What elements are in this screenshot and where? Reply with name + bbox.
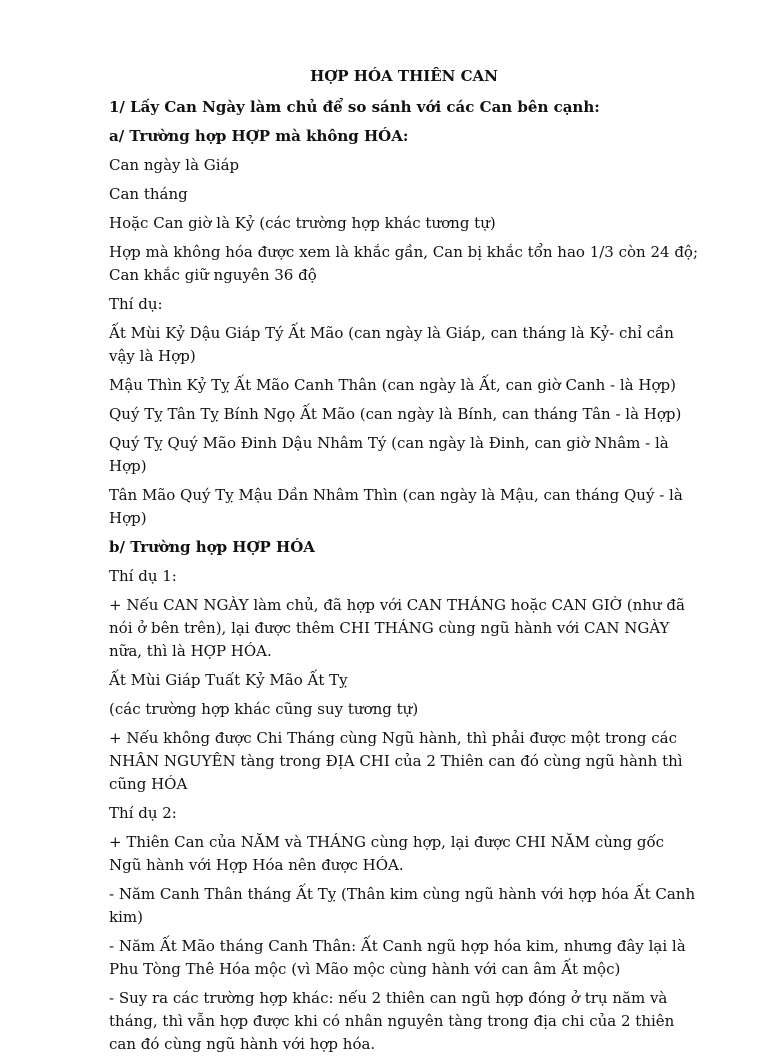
paragraph: Mậu Thìn Kỷ Tỵ Ất Mão Canh Thân (can ngày là Ất, can giờ Canh - là Hợp)	[109, 376, 676, 394]
paragraph: Thí dụ:	[109, 295, 163, 313]
paragraph: - Năm Ất Mão tháng Canh Thân: Ất Canh ngũ hợp hóa kim, nhưng đây lại là Phu Tòng Thê Hóa mộc (vì Mão mộc cùng hành với can âm Ất mộc)	[109, 937, 686, 978]
paragraph: Quý Tỵ Tân Tỵ Bính Ngọ Ất Mão (can ngày là Bính, can tháng Tân - là Hợp)	[109, 405, 682, 423]
paragraph: Ất Mùi Kỷ Dậu Giáp Tý Ất Mão (can ngày là Giáp, can tháng là Kỷ- chỉ cần vậy là Hợp)	[109, 324, 674, 365]
paragraph: + Nếu không được Chi Tháng cùng Ngũ hành, thì phải được một trong các NHÂN NGUYÊN tàng trong ĐỊA CHI của 2 Thiên can đó cùng ngũ hành thì cũng HÓA	[109, 729, 683, 793]
paragraph: + Thiên Can của NĂM và THÁNG cùng hợp, lại được CHI NĂM cùng gốc Ngũ hành với Hợp Hóa nên được HÓA.	[109, 833, 665, 874]
document-body	[109, 96, 699, 1056]
paragraph: - Năm Canh Thân tháng Ất Tỵ (Thân kim cùng ngũ hành với hợp hóa Ất Canh kim)	[109, 885, 696, 926]
section-heading: 1/ Lấy Can Ngày làm chủ để so sánh với các Can bên cạnh:	[109, 98, 600, 116]
section-heading: a/ Trường hợp HỢP mà không HÓA:	[109, 127, 409, 145]
paragraph: Thí dụ 1:	[109, 567, 177, 585]
paragraph: Hợp mà không hóa được xem là khắc gần, Can bị khắc tổn hao 1/3 còn 24 độ; Can khắc giữ nguyên 36 độ	[109, 243, 699, 284]
section-heading: b/ Trường hợp HỢP HÓA	[109, 538, 315, 556]
paragraph: Quý Tỵ Quý Mão Đinh Dậu Nhâm Tý (can ngày là Đinh, can giờ Nhâm - là Hợp)	[109, 434, 669, 475]
paragraph: (các trường hợp khác cũng suy tương tự)	[109, 700, 419, 718]
paragraph: Hoặc Can giờ là Kỷ (các trường hợp khác tương tự)	[109, 214, 496, 232]
paragraph: Can ngày là Giáp	[109, 156, 240, 174]
paragraph: Can tháng	[109, 185, 188, 203]
paragraph: Thí dụ 2:	[109, 804, 177, 822]
paragraph: - Suy ra các trường hợp khác: nếu 2 thiên can ngũ hợp đóng ở trụ năm và tháng, thì vẫn hợp được khi có nhân nguyên tàng trong địa chi của 2 thiên can đó cùng ngũ hành với hợp hóa.	[109, 989, 675, 1053]
paragraph: + Nếu CAN NGÀY làm chủ, đã hợp với CAN THÁNG hoặc CAN GIỜ (như đã nói ở bên trên), lại được thêm CHI THÁNG cùng ngũ hành với CAN NGÀY nữa, thì là HỢP HÓA.	[109, 596, 685, 660]
document-title: HỢP HÓA THIÊN CAN	[310, 67, 498, 85]
document-page	[109, 66, 699, 1062]
paragraph: Tân Mão Quý Tỵ Mậu Dần Nhâm Thìn (can ngày là Mậu, can tháng Quý - là Hợp)	[109, 486, 683, 527]
paragraph: Ất Mùi Giáp Tuất Kỷ Mão Ất Tỵ	[109, 671, 348, 689]
